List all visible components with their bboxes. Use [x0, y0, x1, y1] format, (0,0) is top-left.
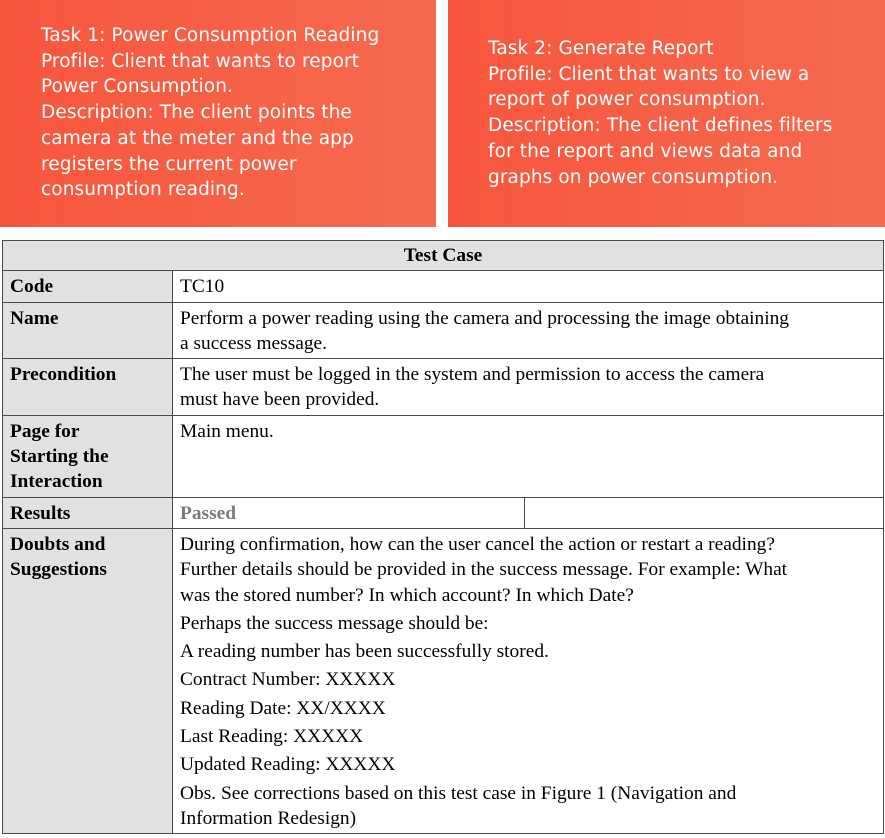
code-value: TC10 [173, 271, 884, 302]
results-empty-cell [525, 497, 884, 528]
task1-line: registers the current power [41, 153, 297, 175]
task1-line: camera at the meter and the app [41, 127, 354, 149]
task2-line: for the report and views data and [488, 140, 803, 162]
name-value [173, 302, 884, 359]
name-line: Perform a power reading using the camera and processing the image obtaining [180, 307, 789, 329]
test-case-table [2, 240, 884, 834]
doubts-line: Obs. See corrections based on this test case in Figure 1 (Navigation and [180, 782, 737, 804]
doubts-value [173, 528, 884, 833]
page-row [3, 415, 884, 497]
task2-line: graphs on power consumption. [488, 166, 779, 188]
task2-line: Task 2: Generate Report [488, 38, 714, 59]
task1-line: Description: The client points the [41, 102, 352, 124]
precondition-label: Precondition [3, 359, 173, 416]
doubts-line: Contract Number: XXXXX [180, 669, 396, 691]
name-line: a success message. [180, 332, 327, 354]
task1-line: consumption reading. [41, 179, 245, 201]
code-row [3, 271, 884, 302]
doubts-line: was the stored number? In which account? In which Date? [180, 584, 634, 606]
doubts-label-line: Suggestions [10, 559, 107, 581]
task2-card [448, 0, 885, 227]
name-row [3, 302, 884, 359]
code-label: Code [3, 271, 173, 302]
task2-line: report of power consumption. [488, 89, 766, 111]
name-label: Name [3, 302, 173, 359]
task1-line: Task 1: Power Consumption Reading [41, 25, 380, 46]
doubts-label-line: Doubts and [10, 533, 106, 555]
results-value: Passed [173, 497, 525, 528]
page-label-line: Interaction [10, 471, 103, 493]
page-value: Main menu. [173, 415, 884, 497]
doubts-line: Last Reading: XXXXX [180, 726, 364, 748]
doubts-line: Updated Reading: XXXXX [180, 754, 396, 776]
table-title: Test Case [3, 241, 884, 271]
doubts-label [3, 528, 173, 833]
results-label: Results [3, 497, 173, 528]
page-label [3, 415, 173, 497]
doubts-line: A reading number has been successfully stored. [180, 641, 549, 663]
page-label-line: Starting the [10, 446, 109, 468]
doubts-row [3, 528, 884, 833]
doubts-line: Perhaps the success message should be: [180, 612, 489, 634]
doubts-line: Further details should be provided in the success message. For example: What [180, 559, 788, 581]
precondition-line: The user must be logged in the system and permission to access the camera [180, 364, 765, 386]
doubts-line: Information Redesign) [180, 807, 357, 829]
task1-card [0, 0, 436, 227]
precondition-value [173, 359, 884, 416]
doubts-line: During confirmation, how can the user cancel the action or restart a reading? [180, 533, 775, 555]
task1-line: Profile: Client that wants to report [41, 50, 360, 72]
task1-line: Power Consumption. [41, 76, 234, 98]
precondition-line: must have been provided. [180, 389, 380, 411]
page-label-line: Page for [10, 420, 80, 442]
title-row [3, 241, 884, 271]
doubts-line: Reading Date: XX/XXXX [180, 697, 386, 719]
results-row [3, 497, 884, 528]
task2-line: Description: The client defines filters [488, 115, 833, 137]
precondition-row [3, 359, 884, 416]
task2-line: Profile: Client that wants to view a [488, 63, 810, 85]
